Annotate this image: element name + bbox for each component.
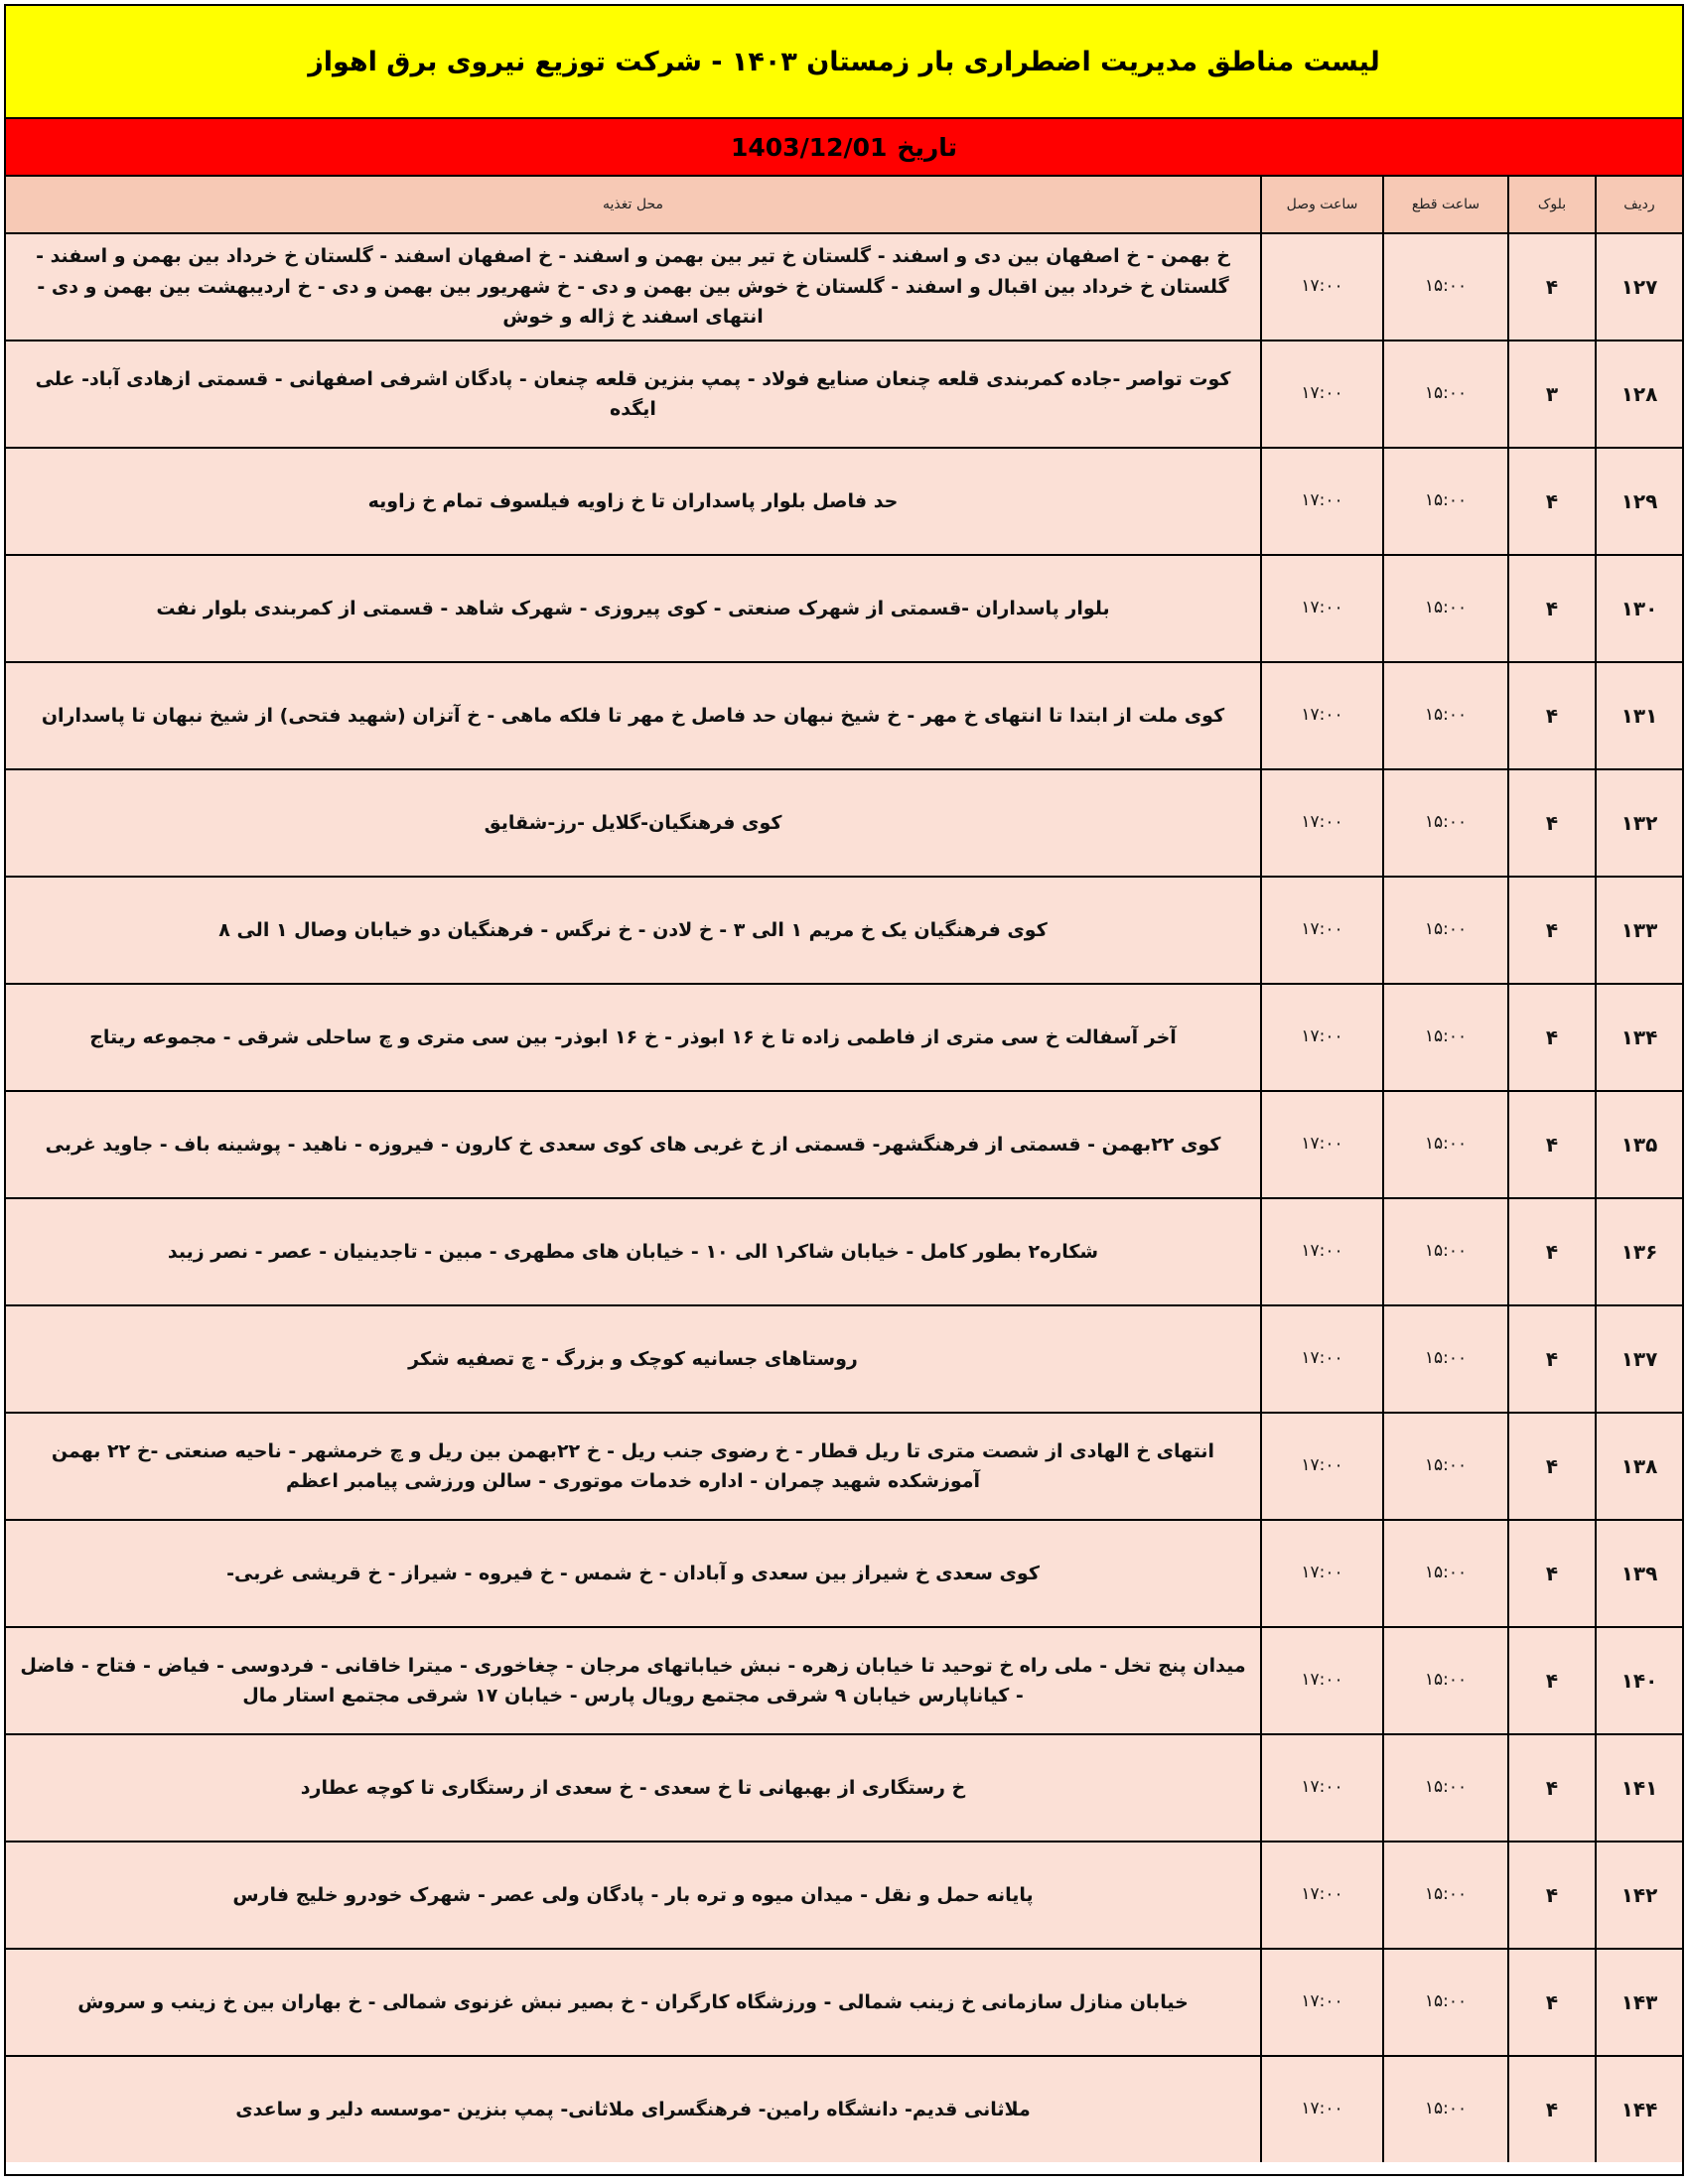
date-label: تاریخ (897, 132, 957, 162)
row-number-cell: ۱۳۳ (1596, 877, 1682, 984)
connect-time-cell: ۱۷:۰۰ (1261, 555, 1383, 662)
location-cell: حد فاصل بلوار پاسداران تا خ زاویه فیلسوف تمام خ زاویه (6, 448, 1261, 555)
page-title (6, 6, 1682, 119)
block-cell: ۴ (1508, 662, 1596, 769)
connect-time-cell: ۱۷:۰۰ (1261, 1949, 1383, 2056)
date-banner (6, 119, 1682, 177)
connect-time-cell: ۱۷:۰۰ (1261, 1413, 1383, 1520)
table-row (6, 1198, 1682, 1305)
cut-time-cell: ۱۵:۰۰ (1383, 1949, 1508, 2056)
cut-time-cell: ۱۵:۰۰ (1383, 1734, 1508, 1842)
connect-time-cell: ۱۷:۰۰ (1261, 448, 1383, 555)
connect-time-cell: ۱۷:۰۰ (1261, 2056, 1383, 2162)
cut-time-cell: ۱۵:۰۰ (1383, 1305, 1508, 1413)
location-cell: روستاهای جسانیه کوچک و بزرگ - چ تصفیه شکر (6, 1305, 1261, 1413)
connect-time-cell: ۱۷:۰۰ (1261, 1627, 1383, 1734)
location-cell: آخر آسفالت خ سی متری از فاطمی زاده تا خ ۱۶ ابوذر - خ ۱۶ ابوذر- بین سی متری و چ ساحلی شرقی - مجموعه ریتاج (6, 984, 1261, 1091)
table-row (6, 1627, 1682, 1734)
location-cell: کوی فرهنگیان-گلایل -رز-شقایق (6, 769, 1261, 877)
table-row (6, 877, 1682, 984)
row-number-cell: ۱۳۰ (1596, 555, 1682, 662)
row-number-cell: ۱۳۷ (1596, 1305, 1682, 1413)
column-header-block: بلوک (1508, 177, 1596, 233)
block-cell: ۴ (1508, 2056, 1596, 2162)
block-cell: ۳ (1508, 341, 1596, 448)
cut-time-cell: ۱۵:۰۰ (1383, 448, 1508, 555)
cut-time-cell: ۱۵:۰۰ (1383, 1520, 1508, 1627)
cut-time-cell: ۱۵:۰۰ (1383, 769, 1508, 877)
block-cell: ۴ (1508, 448, 1596, 555)
cut-time-cell: ۱۵:۰۰ (1383, 233, 1508, 341)
location-cell: کوی سعدی خ شیراز بین سعدی و آبادان - خ شمس - خ فیروه - شیراز - خ قریشی غربی- (6, 1520, 1261, 1627)
block-cell: ۴ (1508, 1627, 1596, 1734)
block-cell: ۴ (1508, 1413, 1596, 1520)
table-row (6, 769, 1682, 877)
row-number-cell: ۱۳۸ (1596, 1413, 1682, 1520)
location-cell: میدان پنج تخل - ملی راه خ توحید تا خیابان زهره - نبش خیاباتهای مرجان - چغاخوری - میترا خاقانی - فردوسی - فیاض - فتاح - فاضل - کیاناپارس خیابان ۹ شرقی مجتمع رویال پارس - خیابان ۱۷ شرقی مجتمع استار مال (6, 1627, 1261, 1734)
connect-time-cell: ۱۷:۰۰ (1261, 233, 1383, 341)
location-cell: کوی ۲۲بهمن - قسمتی از فرهنگشهر- قسمتی از خ غربی های کوی سعدی خ کارون - فیروزه - ناهید - پوشینه باف - جاوید غربی (6, 1091, 1261, 1198)
block-cell: ۴ (1508, 1091, 1596, 1198)
row-number-cell: ۱۳۱ (1596, 662, 1682, 769)
cut-time-cell: ۱۵:۰۰ (1383, 555, 1508, 662)
location-cell: پایانه حمل و نقل - میدان میوه و تره بار - پادگان ولی عصر - شهرک خودرو خلیج فارس (6, 1842, 1261, 1949)
row-number-cell: ۱۲۹ (1596, 448, 1682, 555)
row-number-cell: ۱۳۴ (1596, 984, 1682, 1091)
table-row (6, 984, 1682, 1091)
location-cell: خ بهمن - خ اصفهان بین دی و اسفند - گلستان خ تیر بین بهمن و اسفند - خ اصفهان اسفند - گلستان خ خرداد بین بهمن و اسفند - گلستان خ خرداد بین اقبال و اسفند - گلستان خ خوش بین بهمن و دی - خ شهریور بین بهمن و دی - خ اردیبهشت بین بهمن و دی - انتهای اسفند خ ژاله و خوش (6, 233, 1261, 341)
block-cell: ۴ (1508, 1520, 1596, 1627)
block-cell: ۴ (1508, 1734, 1596, 1842)
location-cell: انتهای خ الهادی از شصت متری تا ریل قطار - خ رضوی جنب ریل - خ ۲۲بهمن بین ریل و چ خرمشهر - ناحیه صنعتی -خ ۲۲ بهمن آموزشکده شهید چمران - اداره خدمات موتوری - سالن ورزشی پیامبر اعظم (6, 1413, 1261, 1520)
table-header-row (6, 177, 1682, 233)
column-header-row-number: ردیف (1596, 177, 1682, 233)
location-cell: کوی ملت از ابتدا تا انتهای خ مهر - خ شیخ نبهان حد فاصل خ مهر تا فلکه ماهی - خ آتزان (شهید فتحی) از شیخ نبهان تا پاسداران (6, 662, 1261, 769)
table-row (6, 1734, 1682, 1842)
cut-time-cell: ۱۵:۰۰ (1383, 1627, 1508, 1734)
row-number-cell: ۱۴۰ (1596, 1627, 1682, 1734)
table-body (6, 233, 1682, 2162)
connect-time-cell: ۱۷:۰۰ (1261, 1198, 1383, 1305)
table-row (6, 1413, 1682, 1520)
cut-time-cell: ۱۵:۰۰ (1383, 1842, 1508, 1949)
column-header-location: محل تغذیه (6, 177, 1261, 233)
block-cell: ۴ (1508, 233, 1596, 341)
table-row (6, 2056, 1682, 2162)
connect-time-cell: ۱۷:۰۰ (1261, 662, 1383, 769)
table-row (6, 1842, 1682, 1949)
connect-time-cell: ۱۷:۰۰ (1261, 984, 1383, 1091)
location-cell: ملاثانی قدیم- دانشگاه رامین- فرهنگسرای ملاثانی- پمپ بنزین -موسسه دلیر و ساعدی (6, 2056, 1261, 2162)
row-number-cell: ۱۴۳ (1596, 1949, 1682, 2056)
block-cell: ۴ (1508, 769, 1596, 877)
table-row (6, 555, 1682, 662)
cut-time-cell: ۱۵:۰۰ (1383, 1413, 1508, 1520)
table-row (6, 233, 1682, 341)
page-title-text: لیست مناطق مدیریت اضطراری بار زمستان ۱۴۰۳ - شرکت توزیع نیروی برق اهواز (308, 46, 1380, 77)
connect-time-cell: ۱۷:۰۰ (1261, 1842, 1383, 1949)
location-cell: کوت تواصر -جاده کمربندی قلعه چنعان صنایع فولاد - پمپ بنزین قلعه چنعان - پادگان اشرفی اصفهانی - قسمتی ازهادی آباد- علی ایگده (6, 341, 1261, 448)
location-cell: شکاره۲ بطور کامل - خیابان شاکر۱ الی ۱۰ - خیابان های مطهری - مبین - تاجدینیان - عصر - نصر زیبد (6, 1198, 1261, 1305)
row-number-cell: ۱۲۸ (1596, 341, 1682, 448)
connect-time-cell: ۱۷:۰۰ (1261, 1734, 1383, 1842)
cut-time-cell: ۱۵:۰۰ (1383, 1198, 1508, 1305)
block-cell: ۴ (1508, 1198, 1596, 1305)
block-cell: ۴ (1508, 877, 1596, 984)
row-number-cell: ۱۳۲ (1596, 769, 1682, 877)
connect-time-cell: ۱۷:۰۰ (1261, 769, 1383, 877)
block-cell: ۴ (1508, 1305, 1596, 1413)
column-header-cut-time: ساعت قطع (1383, 177, 1508, 233)
table-row (6, 448, 1682, 555)
row-number-cell: ۱۳۹ (1596, 1520, 1682, 1627)
location-cell: خ رستگاری از بهبهانی تا خ سعدی - خ سعدی از رستگاری تا کوچه عطارد (6, 1734, 1261, 1842)
row-number-cell: ۱۴۱ (1596, 1734, 1682, 1842)
cut-time-cell: ۱۵:۰۰ (1383, 877, 1508, 984)
schedule-sheet (4, 4, 1684, 2176)
outage-table (6, 177, 1682, 2162)
connect-time-cell: ۱۷:۰۰ (1261, 341, 1383, 448)
block-cell: ۴ (1508, 984, 1596, 1091)
location-cell: کوی فرهنگیان یک خ مریم ۱ الی ۳ - خ لادن - خ نرگس - فرهنگیان دو خیابان وصال ۱ الی ۸ (6, 877, 1261, 984)
row-number-cell: ۱۲۷ (1596, 233, 1682, 341)
date-value: 1403/12/01 (731, 132, 888, 162)
table-row (6, 1305, 1682, 1413)
table-row (6, 1949, 1682, 2056)
row-number-cell: ۱۳۶ (1596, 1198, 1682, 1305)
cut-time-cell: ۱۵:۰۰ (1383, 341, 1508, 448)
table-row (6, 662, 1682, 769)
row-number-cell: ۱۴۴ (1596, 2056, 1682, 2162)
row-number-cell: ۱۳۵ (1596, 1091, 1682, 1198)
location-cell: خیابان منازل سازمانی خ زینب شمالی - ورزشگاه کارگران - خ بصیر نبش غزنوی شمالی - خ بهاران بین خ زینب و سروش (6, 1949, 1261, 2056)
location-cell: بلوار پاسداران -قسمتی از شهرک صنعتی - کوی پیروزی - شهرک شاهد - قسمتی از کمربندی بلوار نفت (6, 555, 1261, 662)
table-row (6, 1520, 1682, 1627)
cut-time-cell: ۱۵:۰۰ (1383, 984, 1508, 1091)
cut-time-cell: ۱۵:۰۰ (1383, 662, 1508, 769)
connect-time-cell: ۱۷:۰۰ (1261, 1091, 1383, 1198)
cut-time-cell: ۱۵:۰۰ (1383, 2056, 1508, 2162)
block-cell: ۴ (1508, 1842, 1596, 1949)
cut-time-cell: ۱۵:۰۰ (1383, 1091, 1508, 1198)
connect-time-cell: ۱۷:۰۰ (1261, 877, 1383, 984)
connect-time-cell: ۱۷:۰۰ (1261, 1305, 1383, 1413)
table-row (6, 1091, 1682, 1198)
column-header-connect-time: ساعت وصل (1261, 177, 1383, 233)
connect-time-cell: ۱۷:۰۰ (1261, 1520, 1383, 1627)
block-cell: ۴ (1508, 555, 1596, 662)
block-cell: ۴ (1508, 1949, 1596, 2056)
table-row (6, 341, 1682, 448)
row-number-cell: ۱۴۲ (1596, 1842, 1682, 1949)
